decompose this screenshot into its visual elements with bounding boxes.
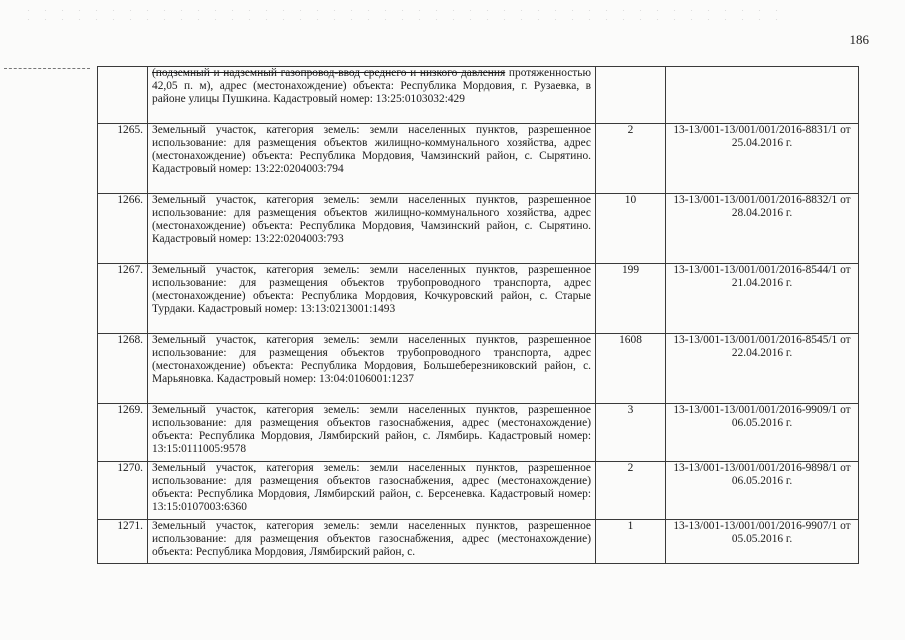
row-number-cell: 1268. bbox=[98, 334, 148, 404]
row-description-cell: Земельный участок, категория земель: земли населенных пунктов, разрешенное использование: для размещения объектов газоснабжения, адрес (местонахождение) объекта: Республика Мордовия, Лямбирский район, с. Берсеневка. Кадастровый номер: 13:15:0107003:6360 bbox=[148, 462, 596, 520]
row-area-cell: 1 bbox=[596, 520, 666, 564]
row-number-cell: 1265. bbox=[98, 124, 148, 194]
table-row bbox=[98, 462, 859, 520]
struck-text: (подземный и надземный газопровод-ввод среднего и низкого давления bbox=[152, 67, 506, 79]
row-area-cell: 10 bbox=[596, 194, 666, 264]
row-number-cell: 1271. bbox=[98, 520, 148, 564]
row-number-cell: 1270. bbox=[98, 462, 148, 520]
row-number-cell: 1266. bbox=[98, 194, 148, 264]
table-row bbox=[98, 404, 859, 462]
table-row bbox=[98, 124, 859, 194]
row-registration-cell: 13-13/001-13/001/001/2016-8832/1 от 28.04.2016 г. bbox=[666, 194, 859, 264]
row-description-cell: Земельный участок, категория земель: земли населенных пунктов, разрешенное использование: для размещения объектов газоснабжения, адрес (местонахождение) объекта: Республика Мордовия, Лямбирский район, с. Лямбирь. Кадастровый номер: 13:15:0111005:9578 bbox=[148, 404, 596, 462]
row-registration-cell: 13-13/001-13/001/001/2016-9898/1 от 06.05.2016 г. bbox=[666, 462, 859, 520]
row-registration-cell: 13-13/001-13/001/001/2016-9907/1 от 05.05.2016 г. bbox=[666, 520, 859, 564]
row-area-cell bbox=[596, 67, 666, 124]
row-registration-cell: 13-13/001-13/001/001/2016-8545/1 от 22.04.2016 г. bbox=[666, 334, 859, 404]
scan-noise-top bbox=[20, 6, 780, 28]
table-row bbox=[98, 264, 859, 334]
scan-noise-left bbox=[4, 68, 90, 69]
table-row bbox=[98, 194, 859, 264]
row-registration-cell: 13-13/001-13/001/001/2016-8544/1 от 21.04.2016 г. bbox=[666, 264, 859, 334]
row-description-cell: Земельный участок, категория земель: земли населенных пунктов, разрешенное использование: для размещения объектов газоснабжения, адрес (местонахождение) объекта: Республика Мордовия, Лямбирский район, с. bbox=[148, 520, 596, 564]
row-description-cell: Земельный участок, категория земель: земли населенных пунктов, разрешенное использование: для размещения объектов жилищно-коммунального хозяйства, адрес (местонахождение) объекта: Республика Мордовия, Чамзинский район, с. Сырятино. Кадастровый номер: 13:22:0204003:794 bbox=[148, 124, 596, 194]
row-number-cell bbox=[98, 67, 148, 124]
row-description-cell: Земельный участок, категория земель: земли населенных пунктов, разрешенное использование: для размещения объектов трубопроводного транспорта, адрес (местонахождение) объекта: Республика Мордовия, Большеберезниковский район, с. Марьяновка. Кадастровый номер: 13:04:0106001:1237 bbox=[148, 334, 596, 404]
row-number-cell: 1267. bbox=[98, 264, 148, 334]
row-registration-cell: 13-13/001-13/001/001/2016-8831/1 от 25.04.2016 г. bbox=[666, 124, 859, 194]
table-row bbox=[98, 334, 859, 404]
row-description-cell: Земельный участок, категория земель: земли населенных пунктов, разрешенное использование: для размещения объектов трубопроводного транспорта, адрес (местонахождение) объекта: Республика Мордовия, Кочкуровский район, с. Старые Турдаки. Кадастровый номер: 13:13:0213001:1493 bbox=[148, 264, 596, 334]
row-number-cell: 1269. bbox=[98, 404, 148, 462]
row-area-cell: 1608 bbox=[596, 334, 666, 404]
description-text: протяженностью 42,05 п. м), адрес (местонахождение) объекта: Республика Мордовия, г. Рузаевка, в районе улицы Пушкина. Кадастровый номер: 13:25:0103032:429 bbox=[152, 67, 591, 105]
registry-table bbox=[97, 66, 859, 564]
row-area-cell: 2 bbox=[596, 462, 666, 520]
row-area-cell: 199 bbox=[596, 264, 666, 334]
row-registration-cell: 13-13/001-13/001/001/2016-9909/1 от 06.05.2016 г. bbox=[666, 404, 859, 462]
row-registration-cell bbox=[666, 67, 859, 124]
table-row bbox=[98, 520, 859, 564]
row-area-cell: 2 bbox=[596, 124, 666, 194]
row-description-cell: Земельный участок, категория земель: земли населенных пунктов, разрешенное использование: для размещения объектов жилищно-коммунального хозяйства, адрес (местонахождение) объекта: Республика Мордовия, Чамзинский район, с. Сырятино. Кадастровый номер: 13:22:0204003:793 bbox=[148, 194, 596, 264]
row-description-cell bbox=[148, 67, 596, 124]
table-row bbox=[98, 67, 859, 124]
page-number: 186 bbox=[849, 32, 869, 47]
row-area-cell: 3 bbox=[596, 404, 666, 462]
